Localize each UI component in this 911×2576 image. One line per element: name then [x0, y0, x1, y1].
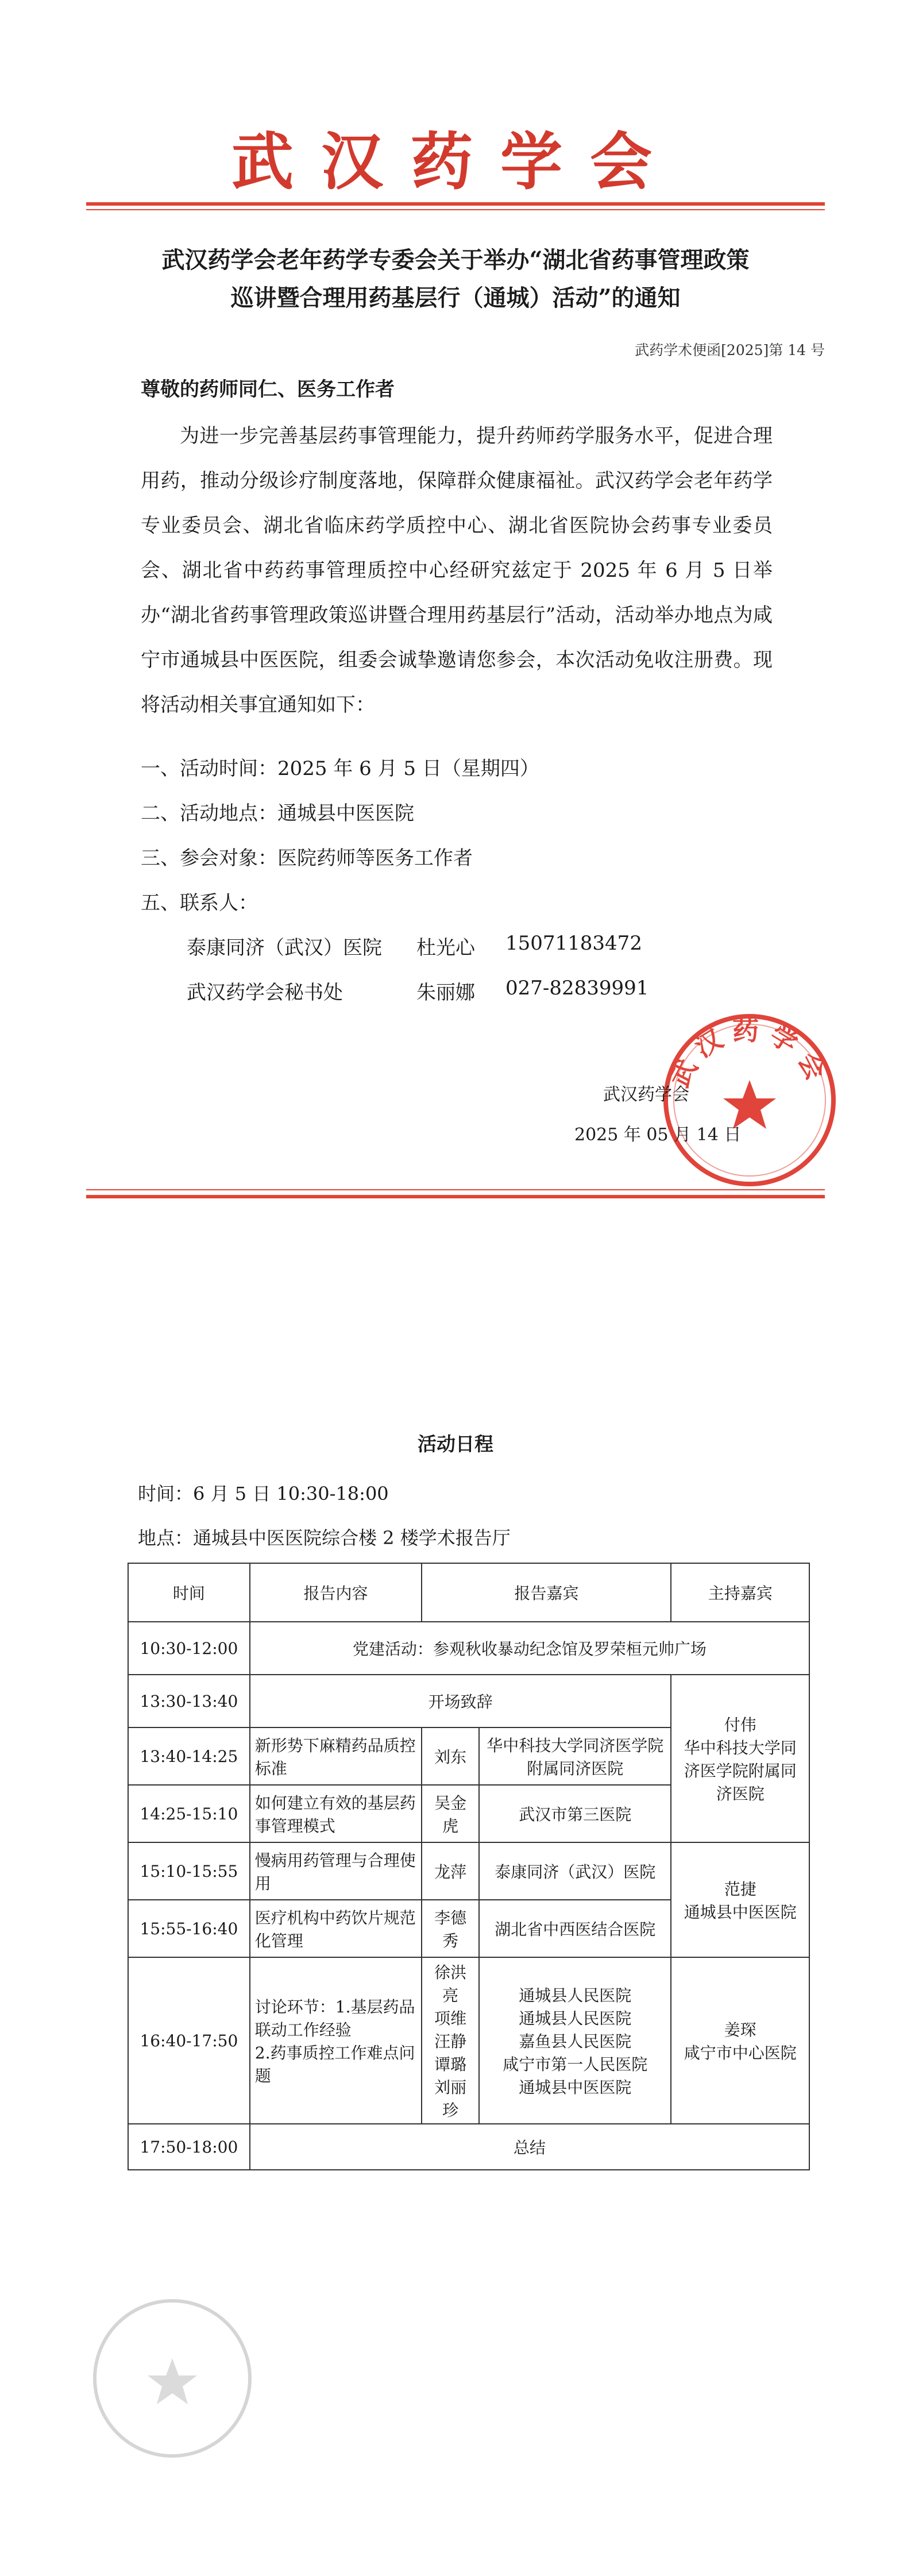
notice-title-line1: 武汉药学会老年药学专委会关于举办“湖北省药事管理政策 [161, 246, 750, 273]
footer-rule-thick [86, 1195, 825, 1198]
item-contacts: 五、联系人： [141, 892, 258, 915]
header-time: 时间 [128, 1563, 250, 1622]
row-topic: 医疗机构中药饮片规范化管理 [250, 1900, 422, 1957]
header-host: 主持嘉宾 [671, 1563, 809, 1622]
row-time: 13:40-14:25 [128, 1727, 250, 1785]
row-time: 10:30-12:00 [128, 1622, 250, 1675]
contact-1-org: 泰康同济（武汉）医院 [187, 936, 382, 959]
row-topic: 慢病用药管理与合理使用 [250, 1842, 422, 1900]
row-unit: 湖北省中西医结合医院 [479, 1900, 671, 1957]
row-speaker: 徐洪亮 [434, 1963, 467, 2005]
row-content: 开场致辞 [250, 1675, 671, 1727]
row-time: 17:50-18:00 [128, 2124, 250, 2170]
row-unit: 泰康同济（武汉）医院 [479, 1842, 671, 1900]
table-row [128, 1957, 809, 2124]
row-time: 14:25-15:10 [128, 1785, 250, 1842]
schedule-time: 时间：6 月 5 日 10:30-18:00 [138, 1483, 389, 1505]
contact-1-name: 杜光心 [416, 936, 475, 959]
row-unit: 通城县人民医院 [519, 2009, 632, 2028]
schedule-place: 地点：通城县中医医院综合楼 2 楼学术报告厅 [138, 1527, 511, 1549]
host-name: 姜琛 [724, 2020, 756, 2039]
row-content: 党建活动：参观秋收暴动纪念馆及罗荣桓元帅广场 [250, 1622, 809, 1675]
header-speaker: 报告嘉宾 [422, 1563, 671, 1622]
host-unit: 通城县中医医院 [684, 1903, 797, 1922]
contact-2-name: 朱丽娜 [416, 981, 475, 1004]
row-time: 13:30-13:40 [128, 1675, 250, 1727]
row-unit: 华中科技大学同济医学院附属同济医院 [479, 1727, 671, 1785]
row-unit: 咸宁市第一人民医院 [503, 2055, 648, 2074]
row-unit: 武汉市第三医院 [479, 1785, 671, 1842]
notice-body: 为进一步完善基层药事管理能力，提升药师药学服务水平，促进合理用药，推动分级诊疗制度落地，保障群众健康福祉。武汉药学会老年药学专业委员会、湖北省临床药学质控中心、湖北省医院协会药事专业委员会、湖北省中药药事管理质控中心经研究兹定于 2025 年 6 月 5 日举办“湖北省药事管理政策巡讲暨合理用药基层行”活动，活动举办地点为咸宁市通城县中医医院，组委会诚挚邀请您参会，本次活动免收注册费。现将活动相关事宜通知如下： [141, 425, 773, 716]
row-time: 16:40-17:50 [128, 1957, 250, 2124]
row-speaker: 刘丽珍 [434, 2078, 467, 2120]
header-rule-thin [86, 209, 825, 210]
salutation: 尊敬的药师同仁、医务工作者 [141, 378, 395, 401]
table-row [128, 2124, 809, 2170]
contact-1-phone: 15071183472 [505, 932, 642, 955]
contact-2-phone: 027-82839991 [505, 977, 649, 1000]
header-rule-thick [86, 202, 825, 206]
row-unit: 通城县中医医院 [519, 2078, 632, 2097]
row-speakers [422, 1957, 479, 2124]
row-speaker: 汪静 [434, 2032, 467, 2051]
row-topic: 如何建立有效的基层药事管理模式 [250, 1785, 422, 1842]
document-number: 武药学术便函[2025]第 14 号 [635, 342, 825, 358]
row-topic-1: 讨论环节：1.基层药品联动工作经验 [254, 1997, 415, 2039]
header-content: 报告内容 [250, 1563, 422, 1622]
row-topic [250, 1957, 422, 2124]
item-time: 一、活动时间：2025 年 6 月 5 日（星期四） [141, 757, 539, 780]
host-cell-3 [671, 1957, 809, 2124]
item-place: 二、活动地点：通城县中医医院 [141, 802, 414, 825]
contact-2-org: 武汉药学会秘书处 [187, 981, 343, 1004]
schedule-title: 活动日程 [418, 1433, 493, 1455]
table-row [128, 1842, 809, 1900]
item-audience: 三、参会对象：医院药师等医务工作者 [141, 847, 473, 870]
host-unit: 华中科技大学同济医学院附属同济医院 [684, 1738, 797, 1803]
footer-rule-thin [86, 1189, 825, 1190]
table-row [128, 1675, 809, 1727]
schedule-table [128, 1563, 810, 2170]
row-topic: 新形势下麻精药品质控标准 [250, 1727, 422, 1785]
row-speaker: 吴金虎 [422, 1785, 479, 1842]
notice-date: 2025 年 05 月 14 日 [574, 1125, 742, 1145]
row-speaker: 龙萍 [422, 1842, 479, 1900]
host-cell-1 [671, 1675, 809, 1842]
host-cell-2 [671, 1842, 809, 1957]
notice-title [92, 241, 819, 317]
row-speaker: 李德秀 [422, 1900, 479, 1957]
row-topic-2: 2.药事质控工作难点问题 [254, 2043, 415, 2085]
row-time: 15:55-16:40 [128, 1900, 250, 1957]
svg-text:武汉药学会: 武汉药学会 [663, 1015, 836, 1092]
row-units [479, 1957, 671, 2124]
table-row [128, 1622, 809, 1675]
row-time: 15:10-15:55 [128, 1842, 250, 1900]
row-speaker: 谭璐 [434, 2055, 467, 2074]
host-name: 范捷 [724, 1880, 756, 1899]
notice-title-line2: 巡讲暨合理用药基层行（通城）活动”的通知 [230, 284, 681, 311]
row-speaker: 项维 [434, 2009, 467, 2028]
row-unit: 通城县人民医院 [519, 1986, 632, 2005]
row-content: 总结 [250, 2124, 809, 2170]
row-unit: 嘉鱼县人民医院 [519, 2032, 632, 2051]
host-name: 付伟 [724, 1715, 756, 1734]
faint-seal-icon [86, 2292, 258, 2465]
letterhead-title: 武汉药学会 [231, 126, 680, 198]
table-header-row [128, 1563, 809, 1622]
signer: 武汉药学会 [603, 1085, 689, 1105]
host-unit: 咸宁市中心医院 [684, 2043, 797, 2062]
row-speaker: 刘东 [422, 1727, 479, 1785]
